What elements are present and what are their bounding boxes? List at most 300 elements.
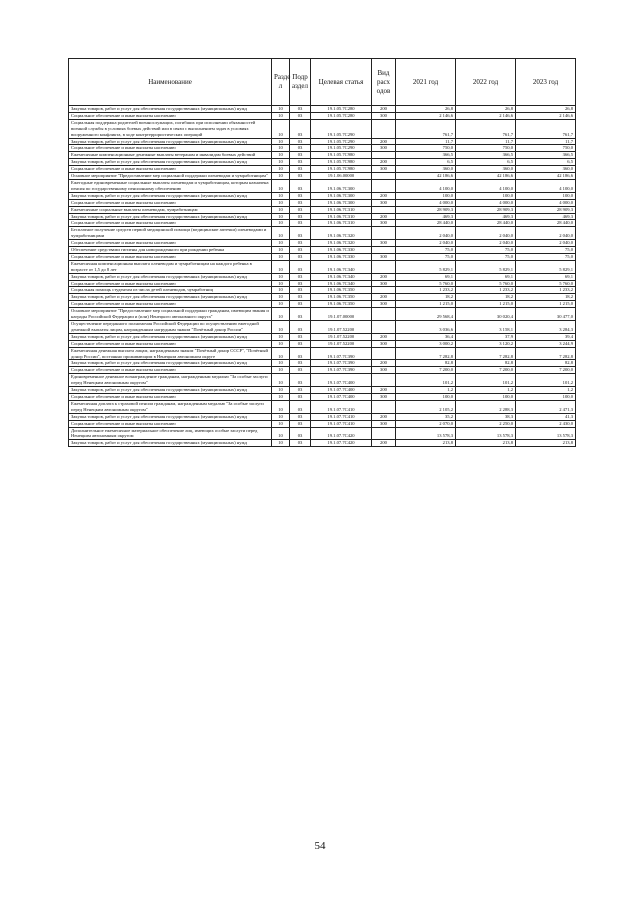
cell-2021: 2 040,0 xyxy=(396,227,456,240)
cell-target: 19.1.07.00000 xyxy=(311,308,372,321)
cell-section: 10 xyxy=(272,360,290,367)
cell-2023: 82,8 xyxy=(516,360,576,367)
cell-type xyxy=(372,206,396,213)
cell-type xyxy=(372,400,396,413)
cell-subsection: 03 xyxy=(290,213,311,220)
table-row xyxy=(69,280,576,287)
cell-2023: 2 430,0 xyxy=(516,420,576,427)
cell-2023: 41,3 xyxy=(516,413,576,420)
cell-subsection: 03 xyxy=(290,119,311,138)
cell-2021: 5 829,1 xyxy=(396,260,456,273)
cell-target: 19.1.06.7С300 xyxy=(311,179,372,192)
cell-2023: 469,3 xyxy=(516,213,576,220)
cell-section: 10 xyxy=(272,227,290,240)
cell-2022: 469,3 xyxy=(456,213,516,220)
table-row xyxy=(69,400,576,413)
cell-name: Закупка товаров, работ и услуг для обеспечения государственных (муниципальных) нужд xyxy=(69,440,272,447)
cell-2022: 18,2 xyxy=(456,294,516,301)
cell-name: Закупка товаров, работ и услуг для обеспечения государственных (муниципальных) нужд xyxy=(69,159,272,166)
cell-section: 10 xyxy=(272,273,290,280)
table-row xyxy=(69,138,576,145)
cell-2023: 3 284,3 xyxy=(516,321,576,334)
cell-type: 200 xyxy=(372,159,396,166)
table-row xyxy=(69,294,576,301)
cell-section: 10 xyxy=(272,333,290,340)
cell-name: Закупка товаров, работ и услуг для обеспечения государственных (муниципальных) нужд xyxy=(69,333,272,340)
cell-2021: 18,2 xyxy=(396,294,456,301)
cell-subsection: 03 xyxy=(290,294,311,301)
cell-target: 19.1.07.7С390 xyxy=(311,360,372,367)
cell-type: 200 xyxy=(372,213,396,220)
cell-name: Закупка товаров, работ и услуг для обеспечения государственных (муниципальных) нужд xyxy=(69,106,272,113)
cell-target: 19.1.06.7С300 xyxy=(311,199,372,206)
cell-section: 10 xyxy=(272,145,290,152)
table-row xyxy=(69,247,576,254)
table-row xyxy=(69,166,576,173)
cell-2022: 761,7 xyxy=(456,119,516,138)
cell-section: 10 xyxy=(272,287,290,294)
cell-section: 10 xyxy=(272,220,290,227)
cell-2022: 5 829,1 xyxy=(456,260,516,273)
header-target: Целевая статья xyxy=(311,59,372,106)
cell-2021: 1 233,2 xyxy=(396,287,456,294)
cell-2023: 2 040,0 xyxy=(516,240,576,247)
table-row xyxy=(69,413,576,420)
cell-name: Социальное обеспечение и иные выплаты населению xyxy=(69,340,272,347)
cell-type xyxy=(372,321,396,334)
cell-target: 19.1.06.7С320 xyxy=(311,240,372,247)
table-row xyxy=(69,159,576,166)
cell-2021: 213,8 xyxy=(396,440,456,447)
cell-target: 19.1.06.7С350 xyxy=(311,287,372,294)
cell-type: 300 xyxy=(372,220,396,227)
cell-name: Социальное обеспечение и иные выплаты населению xyxy=(69,220,272,227)
cell-2023: 4 100,0 xyxy=(516,179,576,192)
table-row xyxy=(69,440,576,447)
cell-2023: 750,0 xyxy=(516,145,576,152)
cell-target: 19.1.07.7С410 xyxy=(311,413,372,420)
cell-2022: 3 120,2 xyxy=(456,340,516,347)
cell-subsection: 03 xyxy=(290,347,311,360)
table-row xyxy=(69,387,576,394)
cell-2022: 100,0 xyxy=(456,192,516,199)
cell-type: 200 xyxy=(372,440,396,447)
table-row xyxy=(69,179,576,192)
cell-2023: 360,0 xyxy=(516,166,576,173)
header-2023: 2023 год xyxy=(516,59,576,106)
cell-subsection: 03 xyxy=(290,145,311,152)
cell-target: 19.1.06.7С320 xyxy=(311,227,372,240)
cell-2023: 2 040,0 xyxy=(516,227,576,240)
cell-2021: 761,7 xyxy=(396,119,456,138)
cell-2023: 101,2 xyxy=(516,374,576,387)
cell-2023: 75,0 xyxy=(516,247,576,254)
cell-name: Единовременное денежное вознаграждение гражданам, награжденным медалью "За особые заслуги перед Ненецким автономным округом" xyxy=(69,374,272,387)
cell-name: Социальное обеспечение и иные выплаты населению xyxy=(69,166,272,173)
cell-section: 10 xyxy=(272,260,290,273)
cell-target: 19.1.05.7С290 xyxy=(311,119,372,138)
cell-2022: 13 578,3 xyxy=(456,427,516,440)
cell-subsection: 03 xyxy=(290,287,311,294)
cell-type xyxy=(372,347,396,360)
cell-subsection: 03 xyxy=(290,427,311,440)
cell-section: 10 xyxy=(272,387,290,394)
cell-2023: 1 215,0 xyxy=(516,301,576,308)
cell-section: 10 xyxy=(272,192,290,199)
table-row xyxy=(69,360,576,367)
cell-subsection: 03 xyxy=(290,367,311,374)
cell-2021: 366,5 xyxy=(396,152,456,159)
cell-subsection: 03 xyxy=(290,420,311,427)
cell-target: 19.1.05.7С280 xyxy=(311,106,372,113)
cell-subsection: 03 xyxy=(290,166,311,173)
cell-section: 10 xyxy=(272,173,290,180)
cell-target: 19.1.07.52200 xyxy=(311,333,372,340)
cell-2023: 100,0 xyxy=(516,192,576,199)
cell-2021: 2 070,0 xyxy=(396,420,456,427)
cell-type: 300 xyxy=(372,280,396,287)
cell-2022: 4 100,0 xyxy=(456,179,516,192)
cell-2022: 366,5 xyxy=(456,152,516,159)
table-row xyxy=(69,273,576,280)
header-type: Вид расх одов xyxy=(372,59,396,106)
cell-target: 19.1.07.7С420 xyxy=(311,440,372,447)
cell-section: 10 xyxy=(272,213,290,220)
cell-subsection: 03 xyxy=(290,253,311,260)
cell-type: 300 xyxy=(372,199,396,206)
cell-2021: 1,2 xyxy=(396,387,456,394)
cell-2021: 6,5 xyxy=(396,159,456,166)
cell-2021: 3 000,2 xyxy=(396,340,456,347)
cell-section: 10 xyxy=(272,159,290,166)
cell-subsection: 03 xyxy=(290,308,311,321)
cell-type: 200 xyxy=(372,360,396,367)
cell-target: 19.1.07.7С400 xyxy=(311,374,372,387)
cell-2022: 100,0 xyxy=(456,393,516,400)
cell-name: Закупка товаров, работ и услуг для обеспечения государственных (муниципальных) нужд xyxy=(69,213,272,220)
cell-section: 10 xyxy=(272,400,290,413)
cell-section: 10 xyxy=(272,340,290,347)
cell-type: 200 xyxy=(372,138,396,145)
cell-2021: 28 909,3 xyxy=(396,206,456,213)
cell-subsection: 03 xyxy=(290,240,311,247)
cell-subsection: 03 xyxy=(290,247,311,254)
cell-name: Социальное обеспечение и иные выплаты населению xyxy=(69,420,272,427)
cell-2023: 6,5 xyxy=(516,159,576,166)
cell-section: 10 xyxy=(272,347,290,360)
cell-2021: 7 200,0 xyxy=(396,367,456,374)
cell-target: 19.1.06.7С350 xyxy=(311,301,372,308)
cell-target: 19.1.07.7С410 xyxy=(311,400,372,413)
cell-2022: 2 250,0 xyxy=(456,420,516,427)
cell-2022: 2 040,0 xyxy=(456,227,516,240)
table-row xyxy=(69,393,576,400)
cell-2021: 100,0 xyxy=(396,192,456,199)
cell-2022: 360,0 xyxy=(456,166,516,173)
table-row xyxy=(69,206,576,213)
cell-target: 19.1.07.7С400 xyxy=(311,393,372,400)
cell-name: Дополнительное ежемесячное материальное обеспечение лиц, имеющих особые заслуги перед Ненецким автономным округом xyxy=(69,427,272,440)
cell-2023: 42 186,6 xyxy=(516,173,576,180)
cell-subsection: 03 xyxy=(290,152,311,159)
cell-subsection: 03 xyxy=(290,321,311,334)
cell-target: 19.1.06.00000 xyxy=(311,173,372,180)
cell-name: Закупка товаров, работ и услуг для обеспечения государственных (муниципальных) нужд xyxy=(69,273,272,280)
cell-name: Социальное обеспечение и иные выплаты населению xyxy=(69,145,272,152)
table-row xyxy=(69,374,576,387)
cell-2023: 3 244,9 xyxy=(516,340,576,347)
cell-2022: 3 158,1 xyxy=(456,321,516,334)
cell-2022: 1 233,2 xyxy=(456,287,516,294)
cell-type xyxy=(372,308,396,321)
cell-target: 19.1.06.7С350 xyxy=(311,294,372,301)
cell-subsection: 03 xyxy=(290,260,311,273)
cell-section: 10 xyxy=(272,199,290,206)
cell-section: 10 xyxy=(272,413,290,420)
cell-type xyxy=(372,374,396,387)
cell-name: Закупка товаров, работ и услуг для обеспечения государственных (муниципальных) нужд xyxy=(69,360,272,367)
cell-name: Осуществление переданного полномочия Российской Федерации по осуществлению ежегодной денежной выплаты лицам, награжденным нагрудным знаком "Почётный донор России" xyxy=(69,321,272,334)
cell-2023: 30 477,0 xyxy=(516,308,576,321)
cell-2022: 101,2 xyxy=(456,374,516,387)
cell-target: 19.1.05.7С980 xyxy=(311,159,372,166)
cell-name: Социальное обеспечение и иные выплаты населению xyxy=(69,199,272,206)
cell-2021: 75,0 xyxy=(396,253,456,260)
cell-subsection: 03 xyxy=(290,106,311,113)
cell-subsection: 03 xyxy=(290,206,311,213)
cell-name: Закупка товаров, работ и услуг для обеспечения государственных (муниципальных) нужд xyxy=(69,294,272,301)
cell-target: 19.1.07.52200 xyxy=(311,340,372,347)
cell-2023: 761,7 xyxy=(516,119,576,138)
cell-target: 19.1.05.7С290 xyxy=(311,138,372,145)
cell-2021: 469,3 xyxy=(396,213,456,220)
cell-target: 19.1.07.52200 xyxy=(311,321,372,334)
cell-name: Социальное обеспечение и иные выплаты населению xyxy=(69,393,272,400)
cell-type xyxy=(372,119,396,138)
cell-section: 10 xyxy=(272,247,290,254)
cell-2022: 42 186,6 xyxy=(456,173,516,180)
cell-target: 19.1.07.7С390 xyxy=(311,367,372,374)
cell-name: Социальное обеспечение и иные выплаты населению xyxy=(69,112,272,119)
cell-name: Основное мероприятие "Предоставление мер социальной поддержки гражданам, имеющим звания и награды Российской Федерации и (или) Ненецкого автономного округа" xyxy=(69,308,272,321)
cell-name: Социальная помощь студентам из числа детей оленеводов, чумработниц xyxy=(69,287,272,294)
cell-2022: 2 040,0 xyxy=(456,240,516,247)
cell-target: 19.1.05.7С290 xyxy=(311,145,372,152)
cell-target: 19.1.06.7С300 xyxy=(311,192,372,199)
cell-2023: 100,0 xyxy=(516,393,576,400)
table-row xyxy=(69,333,576,340)
cell-section: 10 xyxy=(272,152,290,159)
header-name: Наименование xyxy=(69,59,272,106)
cell-section: 10 xyxy=(272,253,290,260)
table-row xyxy=(69,213,576,220)
cell-section: 10 xyxy=(272,367,290,374)
cell-subsection: 03 xyxy=(290,393,311,400)
page-number: 54 xyxy=(314,840,326,852)
cell-type: 300 xyxy=(372,112,396,119)
table-body xyxy=(69,106,576,447)
table-row xyxy=(69,308,576,321)
cell-2022: 69,1 xyxy=(456,273,516,280)
cell-type: 200 xyxy=(372,413,396,420)
cell-2023: 26,8 xyxy=(516,106,576,113)
cell-type: 200 xyxy=(372,192,396,199)
cell-type: 300 xyxy=(372,166,396,173)
cell-2021: 360,0 xyxy=(396,166,456,173)
cell-subsection: 03 xyxy=(290,387,311,394)
cell-target: 19.1.06.7С310 xyxy=(311,220,372,227)
cell-type: 200 xyxy=(372,387,396,394)
cell-2022: 11,7 xyxy=(456,138,516,145)
cell-name: Социальная поддержка родителей военнослужащих, погибших при исполнении обязанностей военной службы в условиях боевых действий или в связи с выполнением задач в условиях вооруженного конфликта, в ходе контртеррористических операций xyxy=(69,119,272,138)
cell-target: 19.1.06.7С340 xyxy=(311,280,372,287)
cell-2022: 2 288,3 xyxy=(456,400,516,413)
cell-section: 10 xyxy=(272,427,290,440)
cell-name: Социальное обеспечение и иные выплаты населению xyxy=(69,240,272,247)
cell-type xyxy=(372,173,396,180)
cell-2022: 1,2 xyxy=(456,387,516,394)
table-header-row xyxy=(69,59,576,106)
cell-type xyxy=(372,427,396,440)
cell-2023: 1 233,2 xyxy=(516,287,576,294)
cell-section: 10 xyxy=(272,308,290,321)
cell-type: 200 xyxy=(372,333,396,340)
cell-2023: 28 440,0 xyxy=(516,220,576,227)
cell-2023: 5 829,1 xyxy=(516,260,576,273)
cell-type: 300 xyxy=(372,367,396,374)
cell-2023: 69,1 xyxy=(516,273,576,280)
cell-type: 200 xyxy=(372,294,396,301)
cell-2023: 11,7 xyxy=(516,138,576,145)
cell-2022: 1 215,0 xyxy=(456,301,516,308)
table-row xyxy=(69,112,576,119)
cell-target: 19.1.05.7С980 xyxy=(311,166,372,173)
cell-2021: 35,2 xyxy=(396,413,456,420)
cell-type xyxy=(372,179,396,192)
table-row xyxy=(69,240,576,247)
cell-target: 19.1.06.7С340 xyxy=(311,273,372,280)
table-row xyxy=(69,287,576,294)
cell-subsection: 03 xyxy=(290,179,311,192)
cell-section: 10 xyxy=(272,393,290,400)
table-row xyxy=(69,119,576,138)
cell-subsection: 03 xyxy=(290,227,311,240)
cell-name: Социальное обеспечение и иные выплаты населению xyxy=(69,367,272,374)
cell-type xyxy=(372,152,396,159)
cell-2023: 75,0 xyxy=(516,253,576,260)
table-row xyxy=(69,106,576,113)
header-2022: 2022 год xyxy=(456,59,516,106)
table-row xyxy=(69,427,576,440)
cell-2021: 69,1 xyxy=(396,273,456,280)
table-row xyxy=(69,367,576,374)
cell-2023: 1,2 xyxy=(516,387,576,394)
cell-section: 10 xyxy=(272,112,290,119)
table-row xyxy=(69,199,576,206)
cell-2022: 2 146,6 xyxy=(456,112,516,119)
cell-type xyxy=(372,247,396,254)
table-row xyxy=(69,260,576,273)
cell-subsection: 03 xyxy=(290,333,311,340)
cell-2023: 2 471,3 xyxy=(516,400,576,413)
cell-section: 10 xyxy=(272,301,290,308)
cell-2021: 1 215,0 xyxy=(396,301,456,308)
cell-2022: 213,8 xyxy=(456,440,516,447)
cell-section: 10 xyxy=(272,179,290,192)
cell-name: Закупка товаров, работ и услуг для обеспечения государственных (муниципальных) нужд xyxy=(69,192,272,199)
table-row xyxy=(69,192,576,199)
cell-2021: 13 578,3 xyxy=(396,427,456,440)
cell-target: 19.1.07.7С420 xyxy=(311,427,372,440)
table-row xyxy=(69,420,576,427)
cell-2021: 75,0 xyxy=(396,247,456,254)
cell-subsection: 03 xyxy=(290,220,311,227)
cell-type: 300 xyxy=(372,393,396,400)
table-row xyxy=(69,220,576,227)
cell-target: 19.1.07.7С390 xyxy=(311,347,372,360)
cell-type xyxy=(372,260,396,273)
cell-subsection: 03 xyxy=(290,374,311,387)
cell-target: 19.1.06.7С340 xyxy=(311,260,372,273)
table-row xyxy=(69,173,576,180)
cell-2021: 4 100,0 xyxy=(396,179,456,192)
cell-2021: 28 440,0 xyxy=(396,220,456,227)
header-section: Разде л xyxy=(272,59,290,106)
cell-2021: 11,7 xyxy=(396,138,456,145)
cell-subsection: 03 xyxy=(290,400,311,413)
cell-type: 300 xyxy=(372,253,396,260)
cell-type xyxy=(372,287,396,294)
cell-type: 200 xyxy=(372,106,396,113)
cell-subsection: 03 xyxy=(290,440,311,447)
cell-2023: 7 200,0 xyxy=(516,367,576,374)
cell-subsection: 03 xyxy=(290,138,311,145)
cell-section: 10 xyxy=(272,106,290,113)
cell-2022: 7 282,8 xyxy=(456,347,516,360)
cell-type: 300 xyxy=(372,340,396,347)
cell-2021: 2 040,0 xyxy=(396,240,456,247)
table-row xyxy=(69,227,576,240)
cell-target: 19.1.06.7С330 xyxy=(311,253,372,260)
cell-2023: 39,4 xyxy=(516,333,576,340)
cell-subsection: 03 xyxy=(290,413,311,420)
cell-2021: 5 760,0 xyxy=(396,280,456,287)
cell-2023: 18,2 xyxy=(516,294,576,301)
cell-subsection: 03 xyxy=(290,273,311,280)
cell-section: 10 xyxy=(272,321,290,334)
cell-subsection: 03 xyxy=(290,280,311,287)
cell-2022: 37,9 xyxy=(456,333,516,340)
cell-2022: 6,5 xyxy=(456,159,516,166)
cell-2023: 2 146,6 xyxy=(516,112,576,119)
cell-2021: 3 036,6 xyxy=(396,321,456,334)
cell-name: Ежемесячные компенсационные денежные выплаты ветеранам и инвалидам боевых действий xyxy=(69,152,272,159)
cell-name: Основное мероприятие "Предоставление мер социальной поддержки оленеводам и чумработницам" xyxy=(69,173,272,180)
cell-section: 10 xyxy=(272,166,290,173)
table-row xyxy=(69,321,576,334)
cell-name: Ежемесячная денежная выплата лицам, награжденным знаком "Почётный донор СССР", "Почётный донор России", постоянно проживающим в Ненецком автономном округе xyxy=(69,347,272,360)
cell-2021: 26,8 xyxy=(396,106,456,113)
cell-subsection: 03 xyxy=(290,301,311,308)
cell-2023: 28 909,3 xyxy=(516,206,576,213)
cell-2022: 30 020,4 xyxy=(456,308,516,321)
cell-type xyxy=(372,227,396,240)
cell-2021: 42 186,6 xyxy=(396,173,456,180)
header-2021: 2021 год xyxy=(396,59,456,106)
cell-2023: 4 000,0 xyxy=(516,199,576,206)
cell-section: 10 xyxy=(272,374,290,387)
cell-section: 10 xyxy=(272,280,290,287)
